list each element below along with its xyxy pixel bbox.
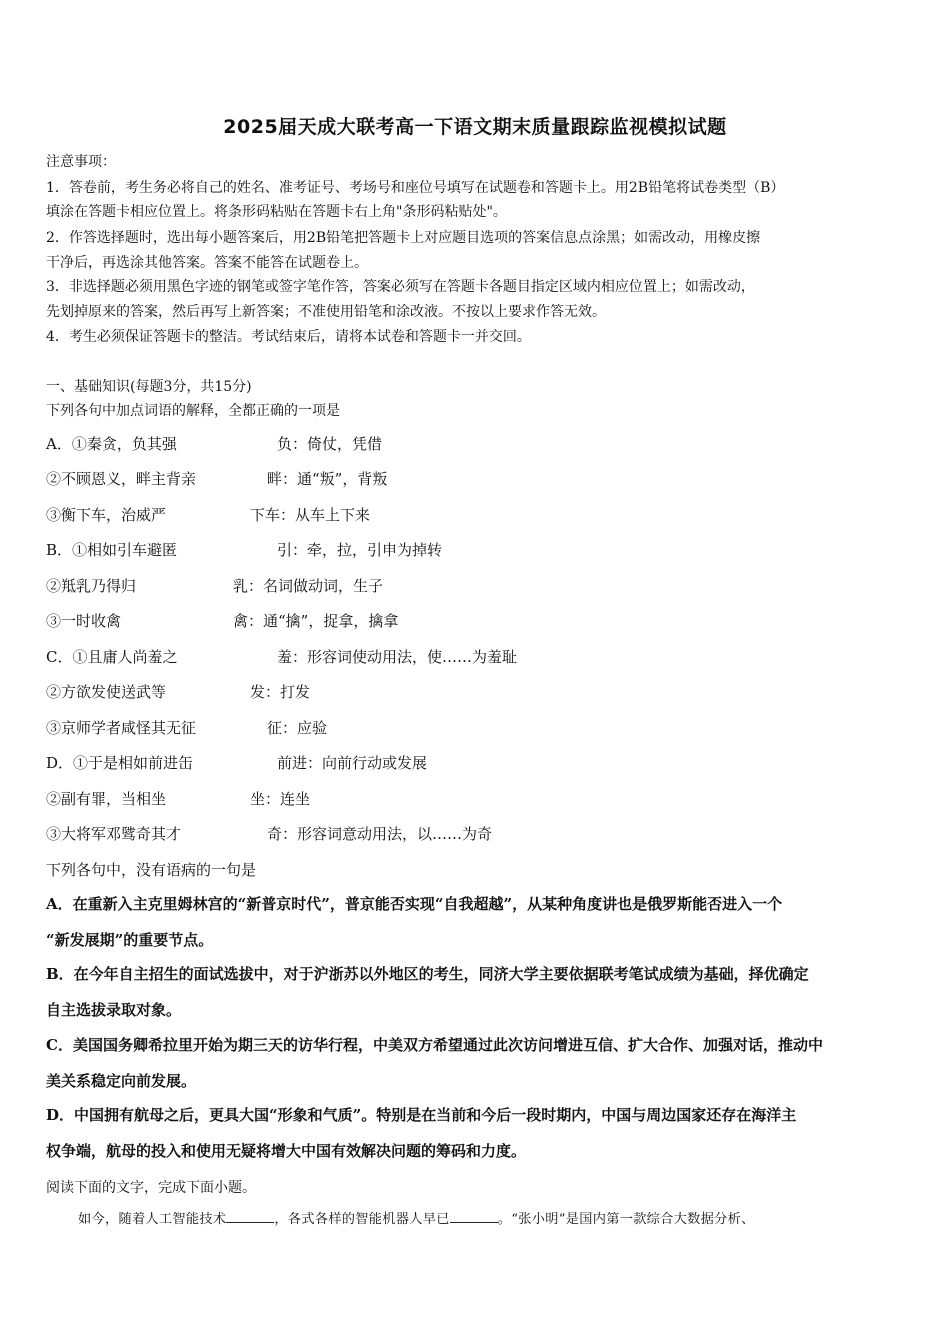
notice-line: 1．答卷前，考生务必将自己的姓名、准考证号、考场号和座位号填写在试题卷和答题卡上。用2B铅笔将试卷类型（B） xyxy=(46,180,785,196)
option-left: ②不顾恩义，畔主背亲 xyxy=(46,470,197,488)
question-stem: 下列各句中加点词语的解释，全都正确的一项是 xyxy=(46,403,340,419)
reading-paragraph xyxy=(78,1210,755,1230)
option-left: A．①秦贪，负其强 xyxy=(46,435,177,453)
blank-line xyxy=(226,1210,274,1223)
option-gloss: 前进：向前行动或发展 xyxy=(277,754,428,772)
option-left: D．①于是相如前进缶 xyxy=(46,754,194,772)
choice-line: 美关系稳定向前发展。 xyxy=(46,1072,197,1090)
option-gloss: 乳：名词做动词，生子 xyxy=(233,577,384,595)
reading-text: ，各式各样的智能机器人早已 xyxy=(274,1212,450,1227)
notice-line: 4．考生必须保证答题卡的整洁。考试结束后，请将本试卷和答题卡一并交回。 xyxy=(46,329,531,345)
page-title: 2025届天成大联考高一下语文期末质量跟踪监视模拟试题 xyxy=(223,116,727,138)
reading-intro: 阅读下面的文字，完成下面小题。 xyxy=(46,1180,256,1196)
option-left: B．①相如引车避匿 xyxy=(46,541,178,559)
notice-line: 填涂在答题卡相应位置上。将条形码粘贴在答题卡右上角"条形码粘贴处"。 xyxy=(46,204,507,220)
choice-line: D．中国拥有航母之后，更具大国“形象和气质”。特别是在当前和今后一段时期内，中国与周边国家还存在海洋主 xyxy=(46,1106,797,1124)
option-gloss: 负：倚仗，凭借 xyxy=(277,435,383,453)
option-left: ③大将军邓骘奇其才 xyxy=(46,825,182,843)
blank-line xyxy=(450,1210,498,1223)
option-gloss: 奇：形容词意动用法，以……为奇 xyxy=(267,825,493,843)
option-left: ②副有罪，当相坐 xyxy=(46,790,167,808)
reading-text: 。“张小明”是国内第一款综合大数据分析、 xyxy=(497,1212,755,1227)
option-gloss: 下车：从车上下来 xyxy=(250,506,371,524)
option-left: ③京师学者咸怪其无征 xyxy=(46,719,197,737)
option-left: ②羝乳乃得归 xyxy=(46,577,137,595)
notice-line: 先划掉原来的答案，然后再写上新答案；不准使用铅笔和涂改液。不按以上要求作答无效。 xyxy=(46,304,606,320)
option-gloss: 禽：通“擒”，捉拿，擒拿 xyxy=(233,612,399,630)
option-left: ③一时收禽 xyxy=(46,612,122,630)
option-gloss: 坐：连坐 xyxy=(250,790,311,808)
notice-line: 干净后，再选涂其他答案。答案不能答在试题卷上。 xyxy=(46,255,368,271)
option-gloss: 发：打发 xyxy=(250,683,311,701)
option-left: ③衡下车，治威严 xyxy=(46,506,167,524)
option-gloss: 引：牵，拉，引申为掉转 xyxy=(277,541,443,559)
choice-line: B．在今年自主招生的面试选拔中，对于沪浙苏以外地区的考生，同济大学主要依据联考笔试成绩为基础，择优确定 xyxy=(46,965,809,983)
option-left: C．①且庸人尚羞之 xyxy=(46,648,178,666)
option-gloss: 畔：通“叛”，背叛 xyxy=(267,470,388,488)
reading-text: 如今，随着人工智能技术 xyxy=(78,1212,227,1227)
notice-line: 2．作答选择题时，选出每小题答案后，用2B铅笔把答题卡上对应题目选项的答案信息点涂黑；如需改动，用橡皮擦 xyxy=(46,230,761,246)
question-stem: 下列各句中，没有语病的一句是 xyxy=(46,861,257,879)
option-gloss: 征：应验 xyxy=(267,719,328,737)
option-gloss: 羞：形容词使动用法，使……为羞耻 xyxy=(277,648,518,666)
choice-line: C．美国国务卿希拉里开始为期三天的访华行程，中美双方希望通过此次访问增进互信、扩大合作、加强对话，推动中 xyxy=(46,1036,823,1054)
notice-line: 3．非选择题必须用黑色字迹的钢笔或签字笔作答，答案必须写在答题卡各题目指定区域内相应位置上；如需改动， xyxy=(46,279,755,295)
option-left: ②方欲发使送武等 xyxy=(46,683,167,701)
choice-line: 自主选拔录取对象。 xyxy=(46,1001,182,1019)
choice-line: A．在重新入主克里姆林宫的“新普京时代”，普京能否实现“自我超越”，从某种角度讲也是俄罗斯能否进入一个 xyxy=(46,895,783,913)
choice-line: 权争端，航母的投入和使用无疑将增大中国有效解决问题的筹码和力度。 xyxy=(46,1142,527,1160)
notice-heading: 注意事项： xyxy=(46,154,116,170)
choice-line: “新发展期”的重要节点。 xyxy=(46,931,214,949)
section-heading: 一、基础知识(每题3分，共15分) xyxy=(46,379,252,395)
